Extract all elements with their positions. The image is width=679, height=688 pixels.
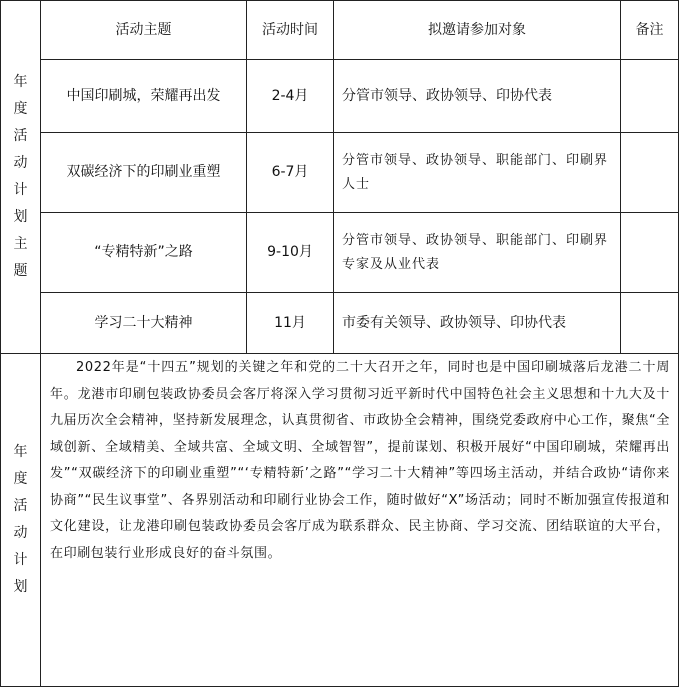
row-invitees: 分管市领导、政协领导、职能部门、印刷界人士 xyxy=(342,153,609,192)
label-char: 计 xyxy=(13,182,28,198)
row-time: 2-4月 xyxy=(271,87,309,104)
row-note xyxy=(621,133,678,212)
row-invitees: 分管市领导、政协领导、印协代表 xyxy=(342,87,552,104)
label-char: 活 xyxy=(13,498,28,514)
row-theme: 双碳经济下的印刷业重塑 xyxy=(66,164,221,181)
label-char: 年 xyxy=(13,74,28,90)
section1-label xyxy=(1,1,40,353)
label-char: 划 xyxy=(13,579,28,595)
label-char: 主 xyxy=(13,236,28,252)
label-char: 动 xyxy=(13,525,28,541)
row-time: 11月 xyxy=(274,314,306,331)
label-char: 年 xyxy=(13,444,28,460)
label-char: 题 xyxy=(13,263,28,279)
section-divider xyxy=(0,353,679,354)
row-theme: “专精特新”之路 xyxy=(94,244,193,261)
annual-plan-paragraph: 2022年是“十四五”规划的关键之年和党的二十大召开之年，同时也是中国印刷城落后龙港二十周年。龙港市印刷包装政协委员会客厅将深入学习贯彻习近平新时代中国特色社会主义思想和十九大及十九届历次全会精神，坚持新发展理念，认真贯彻省、市政协全会精神，围绕党委政府中心工作，聚焦“全域创新、全域精美、全域共富、全域文明、全域智智”，提前谋划、积极开展好“中国印刷城，荣耀再出发”“双碳经济下的印刷业重塑”“‘专精特新’之路”“学习二十大精神”等四场主活动，并结合政协“请你来协商”“民生议事堂”、各界别活动和印刷行业协会工作，随时做好“X”场活动；同时不断加强宣传报道和文化建设，让龙港印刷包装政协委员会客厅成为联系群众、民主协商、学习交流、团结联谊的大平台，在印刷包装行业形成良好的奋斗氛围。 xyxy=(50,360,670,561)
label-char: 度 xyxy=(13,471,28,487)
table-border-bottom xyxy=(0,686,679,687)
label-char: 动 xyxy=(13,155,28,171)
label-char: 计 xyxy=(13,552,28,568)
header-invitees: 拟邀请参加对象 xyxy=(428,21,526,38)
row-time: 9-10月 xyxy=(267,244,313,261)
row-note xyxy=(621,213,678,292)
label-char: 划 xyxy=(13,209,28,225)
section2-label xyxy=(1,354,40,686)
label-char: 度 xyxy=(13,101,28,117)
header-theme: 活动主题 xyxy=(115,21,172,38)
header-note: 备注 xyxy=(635,21,664,38)
row-theme: 中国印刷城，荣耀再出发 xyxy=(66,87,221,104)
header-time: 活动时间 xyxy=(262,21,318,38)
row-theme: 学习二十大精神 xyxy=(94,314,193,331)
label-char: 活 xyxy=(13,128,28,144)
row-note xyxy=(621,60,678,132)
row-time: 6-7月 xyxy=(271,164,309,181)
row-invitees: 分管市领导、政协领导、职能部门、印刷界专家及从业代表 xyxy=(342,233,609,272)
row-invitees: 市委有关领导、政协领导、印协代表 xyxy=(342,314,566,331)
row-note xyxy=(621,293,678,353)
